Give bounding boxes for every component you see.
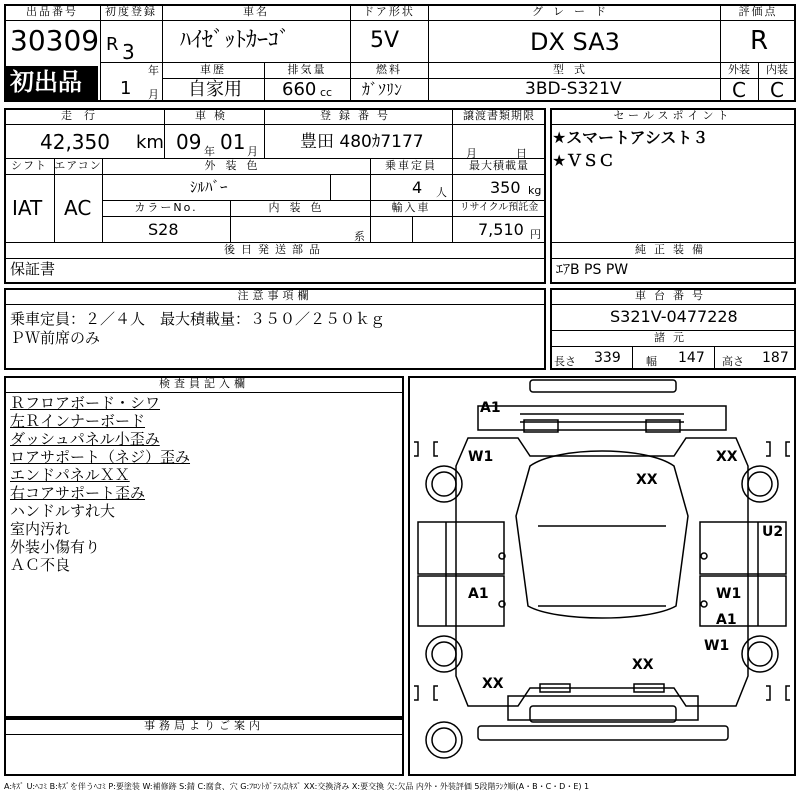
int-color-label: 内装色 [268, 201, 332, 214]
ext-grade: C [732, 78, 746, 102]
grade: DX SA3 [530, 28, 620, 56]
score: R [750, 26, 769, 56]
inspector-note: ハンドルすれ大 [10, 502, 116, 520]
inspection-month-unit: 月 [247, 145, 258, 158]
post-parts-label: 後日発送部品 [224, 243, 326, 256]
ext-color: ｼﾙﾊﾞｰ [190, 178, 228, 196]
first-reg-label: 初度登録 [105, 5, 157, 18]
damage-w1-right-1: W1 [716, 586, 742, 602]
reg-number: 豊田 480ｶ7177 [300, 132, 424, 152]
grade-label: グレード [532, 5, 616, 18]
import-label: 輸入車 [391, 201, 431, 214]
notes-line-1: 乗車定員：２／４人 最大積載量：３５０／２５０ｋｇ [10, 310, 386, 328]
score-label: 評価点 [738, 5, 778, 18]
equipment-label: 純正装備 [635, 243, 711, 256]
chassis-label: 車台番号 [635, 289, 711, 302]
damage-xx-bottom: XX [632, 657, 654, 673]
sales-point-label: セールスポイント [613, 109, 733, 122]
shift: IAT [12, 196, 43, 220]
notes-line-2: ＰＷ前席のみ [10, 329, 101, 347]
damage-xx-right-top: XX [716, 449, 738, 465]
inspector-note: Ｒフロアボード・シワ [10, 394, 161, 412]
length-label: 長さ [554, 355, 576, 368]
inspector-note: ＡＣ不良 [10, 556, 71, 574]
notes-label: 注意事項欄 [237, 289, 313, 302]
fuel: ｶﾞｿﾘﾝ [362, 80, 403, 99]
year-unit: 年 [148, 64, 159, 77]
displacement: 660 [282, 79, 317, 100]
first-listing-text: 初出品 [10, 68, 82, 96]
damage-w1-right-2: W1 [704, 638, 730, 654]
inspector-note: 外装小傷有り [10, 538, 101, 556]
car-name: ﾊｲｾﾞｯﾄｶｰｺﾞ [180, 28, 291, 53]
int-grade: C [770, 78, 784, 102]
inspector-note: 左Ｒインナーボード [10, 412, 146, 430]
equipment: ｴｱB PS PW [556, 262, 629, 278]
ext-grade-label: 外装 [728, 63, 750, 76]
length: 339 [594, 350, 621, 366]
inspector-notes [10, 394, 190, 574]
km-unit: km [136, 132, 164, 153]
inspection-label: 車検 [195, 109, 233, 122]
fuel-label: 燃料 [376, 63, 402, 76]
reg-number-label: 登録番号 [320, 109, 396, 122]
lot-number-label: 出品番号 [26, 5, 78, 18]
inspection-month: 01 [220, 130, 246, 154]
width: 147 [678, 350, 705, 366]
model-label: 型式 [553, 63, 595, 76]
height-label: 高さ [722, 355, 744, 368]
mileage-label: 走行 [61, 109, 107, 122]
capacity-label: 乗車定員 [385, 159, 437, 172]
inspector-note: ダッシュパネル小歪み [10, 430, 160, 448]
model: 3BD-S321V [525, 79, 622, 99]
ac-label: エアコン [54, 159, 102, 172]
office-label: 事務局よりご案内 [144, 719, 264, 732]
car-name-label: 車名 [243, 5, 269, 18]
shift-label: シフト [11, 159, 47, 172]
damage-u2: U2 [762, 524, 784, 540]
post-parts: 保証書 [10, 260, 56, 278]
displacement-label: 排気量 [287, 63, 327, 76]
int-color-suffix: 系 [354, 230, 365, 243]
capacity-unit: 人 [436, 186, 447, 199]
chassis-number: S321V-0477228 [610, 307, 738, 326]
sales-point-2: ★ＶＳＣ [552, 151, 615, 170]
reg-year: 3 [122, 40, 135, 64]
recycle-fee: 7,510 [478, 220, 524, 239]
damage-w1-left: W1 [468, 449, 494, 465]
inspector-note: 右コアサポート歪み [10, 484, 146, 502]
inspector-label: 検査員記入欄 [159, 377, 249, 390]
history-label: 車歴 [200, 63, 226, 76]
inspection-year-unit: 年 [204, 145, 215, 158]
history: 自家用 [188, 79, 242, 100]
damage-a1-top: A1 [480, 400, 501, 416]
spec-label: 諸元 [654, 331, 692, 344]
yen-unit: 円 [530, 228, 541, 241]
transfer-month: 月 [466, 147, 477, 160]
max-load-label: 最大積載量 [469, 159, 529, 172]
kg-unit: kg [528, 184, 542, 197]
int-grade-label: 内装 [766, 63, 788, 76]
damage-xx-roof: XX [636, 472, 658, 488]
lot-number: 30309 [10, 24, 100, 57]
damage-a1-left: A1 [468, 586, 489, 602]
color-no: S28 [148, 220, 179, 239]
cc-unit: cc [320, 86, 333, 99]
sales-point-1: ★スマートアシスト３ [552, 128, 709, 147]
height: 187 [762, 350, 789, 366]
transfer-doc-label: 譲渡書類期限 [463, 109, 535, 122]
car-diagram [408, 376, 796, 776]
legend: A:ｷｽﾞ U:ﾍｺﾐ B:ｷｽﾞを伴うﾍｺﾐ P:要塗装 W:補修跡 S:錆 C:腐食、穴 G:ﾌﾛﾝﾄｶﾞﾗｽ点ｷｽﾞ XX:交換済み X:要交換 欠:欠品 内外・外装評価 5段階ﾗﾝｸ順(A・B・C・D・E) 1 [4, 782, 590, 791]
capacity: 4 [412, 178, 423, 197]
door-type: 5V [370, 28, 400, 53]
max-load: 350 [490, 178, 521, 197]
color-no-label: カラーNo. [134, 201, 198, 214]
inspector-note: エンドパネルＸＸ [10, 466, 130, 484]
ext-color-label: 外装色 [204, 159, 268, 172]
reg-month: 1 [120, 78, 132, 99]
door-label: ドア形状 [363, 5, 415, 18]
damage-xx-left-bottom: XX [482, 676, 504, 692]
recycle-label: リサイクル預託金 [459, 202, 539, 213]
mileage: 42,350 [40, 130, 110, 154]
inspector-note: ロアサポート（ネジ）歪み [10, 448, 191, 466]
ac: AC [64, 196, 92, 220]
width-label: 幅 [646, 355, 657, 368]
inspection-year: 09 [176, 130, 202, 154]
era: R [106, 34, 119, 55]
month-unit: 月 [148, 88, 159, 101]
inspector-note: 室内汚れ [10, 520, 71, 538]
transfer-day: 日 [516, 147, 527, 160]
damage-a1-right: A1 [716, 612, 737, 628]
